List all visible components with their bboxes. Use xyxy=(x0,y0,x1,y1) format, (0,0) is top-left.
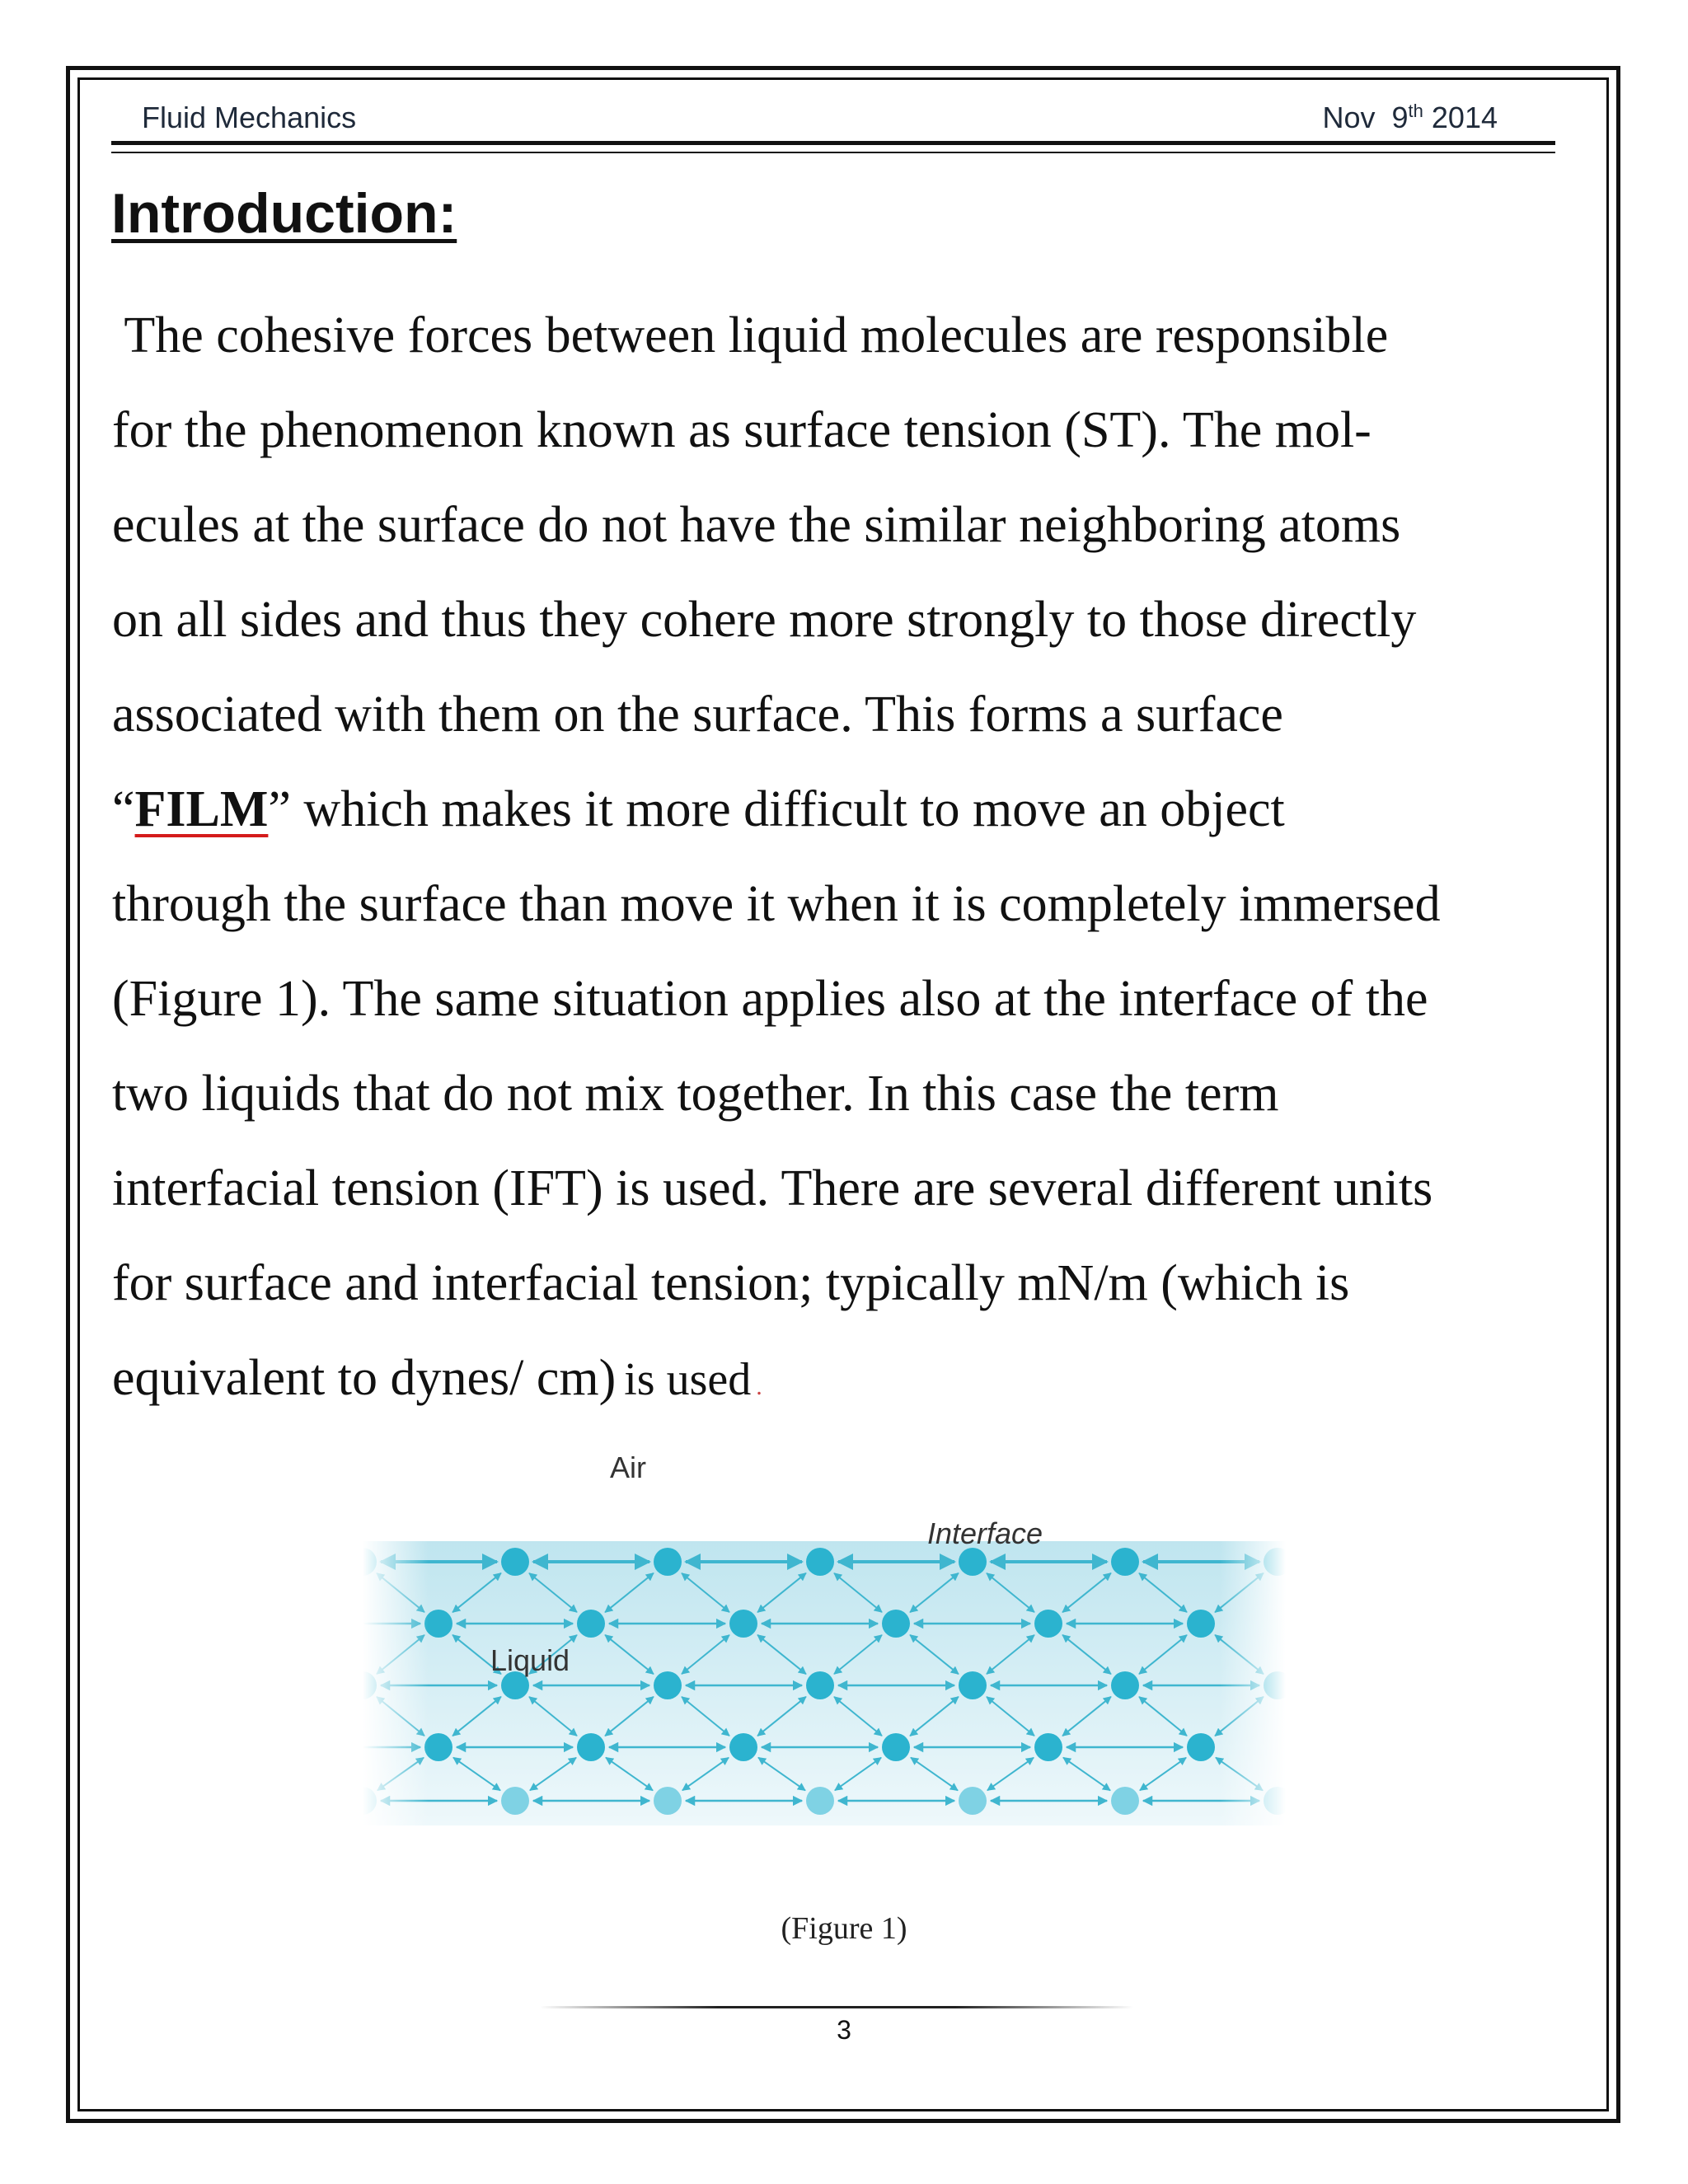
molecule xyxy=(959,1671,987,1699)
body-line: interfacial tension (IFT) is used. There are several different units xyxy=(112,1160,1433,1216)
body-line: associated with them on the surface. This forms a surface xyxy=(112,687,1283,743)
date-day: 9 xyxy=(1391,101,1409,134)
page-number: 3 xyxy=(837,2015,851,2045)
section-heading: Introduction: xyxy=(111,182,457,245)
footer-rule xyxy=(540,2006,1133,2008)
molecule xyxy=(501,1548,529,1576)
body-line: on all sides and thus they cohere more strongly to those directly xyxy=(112,592,1417,648)
molecule xyxy=(501,1787,529,1815)
header-course-title: Fluid Mechanics xyxy=(142,101,357,134)
label-liquid: Liquid xyxy=(490,1643,570,1677)
molecule xyxy=(806,1548,834,1576)
molecule xyxy=(1111,1548,1139,1576)
body-line-last-b: is used xyxy=(624,1354,752,1405)
molecule xyxy=(959,1787,987,1815)
label-air: Air xyxy=(610,1451,646,1484)
body-line-film-rest: ” which makes it more difficult to move an object xyxy=(268,781,1285,837)
body-line: two liquids that do not mix together. In this case the term xyxy=(112,1066,1279,1122)
body-line: for the phenomenon known as surface tension (ST). The mol- xyxy=(112,402,1372,458)
surface-tension-figure xyxy=(363,1446,1286,1842)
molecule xyxy=(806,1671,834,1699)
body-line: through the surface than move it when it is completely immersed xyxy=(112,876,1441,932)
molecule xyxy=(1034,1733,1062,1761)
body-line: ecules at the surface do not have the similar neighboring atoms xyxy=(112,497,1401,553)
header-rule-thin xyxy=(111,152,1555,153)
film-term: FILM xyxy=(134,781,269,837)
molecule xyxy=(882,1733,910,1761)
trailing-dot: . xyxy=(756,1373,762,1400)
molecule xyxy=(1034,1610,1062,1638)
body-line-film xyxy=(112,762,1563,857)
molecule xyxy=(1111,1671,1139,1699)
figure-caption: (Figure 1) xyxy=(781,1911,907,1946)
molecule xyxy=(424,1610,452,1638)
molecule xyxy=(959,1548,987,1576)
molecule xyxy=(424,1733,452,1761)
molecule xyxy=(729,1610,757,1638)
molecule xyxy=(577,1610,605,1638)
molecule xyxy=(1111,1787,1139,1815)
molecule xyxy=(1187,1610,1215,1638)
molecule xyxy=(654,1548,682,1576)
body-line: The cohesive forces between liquid molecules are responsible xyxy=(112,307,1389,363)
body-paragraph xyxy=(112,288,1563,1434)
date-suffix: th xyxy=(1408,101,1423,121)
molecule xyxy=(654,1671,682,1699)
label-interface: Interface xyxy=(927,1516,1043,1550)
date-year: 2014 xyxy=(1431,101,1498,134)
body-line-last-a: equivalent to dynes/ cm) xyxy=(112,1350,617,1406)
page-header xyxy=(142,97,1498,138)
open-quote: “ xyxy=(112,781,135,837)
molecule xyxy=(806,1787,834,1815)
molecule xyxy=(577,1733,605,1761)
date-month: Nov xyxy=(1322,101,1376,134)
molecule xyxy=(654,1787,682,1815)
body-line-last xyxy=(112,1331,1563,1434)
header-date xyxy=(1322,101,1498,135)
molecule xyxy=(882,1610,910,1638)
fade-right xyxy=(1220,1529,1286,1842)
molecule xyxy=(729,1733,757,1761)
molecule xyxy=(1187,1733,1215,1761)
body-line: for surface and interfacial tension; typically mN/m (which is xyxy=(112,1255,1350,1311)
fade-left xyxy=(363,1529,429,1842)
body-line: (Figure 1). The same situation applies also at the interface of the xyxy=(112,971,1428,1027)
header-rule-thick xyxy=(111,141,1555,145)
